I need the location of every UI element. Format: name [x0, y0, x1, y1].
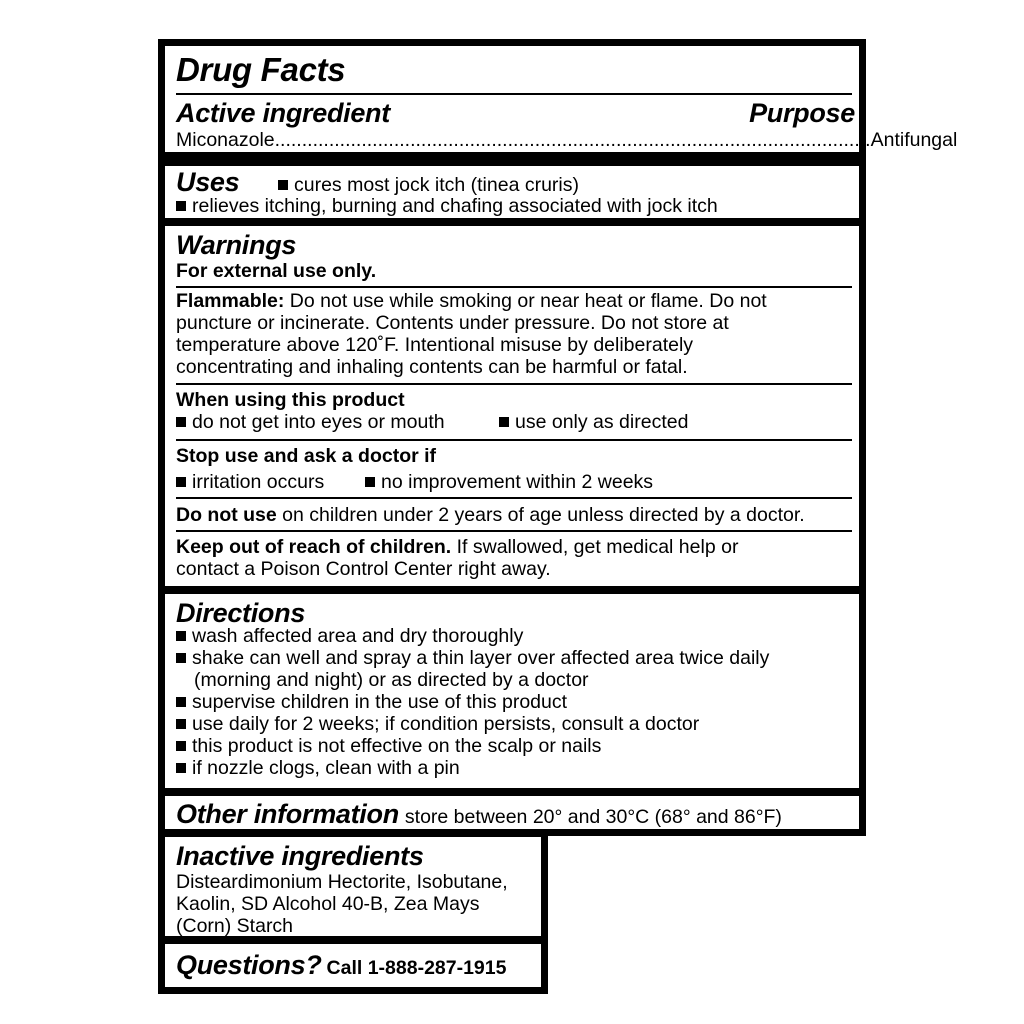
inactive-ingredients-text: Disteardimonium Hectorite, Isobutane, Kaolin, SD Alcohol 40-B, Zea Mays (Corn) Starch: [176, 871, 508, 937]
directions-item: use daily for 2 weeks; if condition persists, consult a doctor: [176, 713, 848, 735]
purpose-heading: Purpose: [749, 98, 855, 128]
when-using-label: When using this product: [176, 389, 405, 411]
questions-phone: Call 1-888-287-1915: [326, 957, 507, 979]
ingredient-name: Miconazole: [176, 129, 275, 151]
when-using-item: do not get into eyes or mouth: [176, 411, 499, 433]
bullet-icon: [176, 631, 186, 641]
questions-heading: Questions?: [176, 950, 322, 980]
leader-dots: ..............................................................................................................: [274, 129, 871, 151]
stop-use-section: [176, 445, 848, 493]
directions-item: supervise children in the use of this product: [176, 691, 848, 713]
drug-facts-header-block: [158, 39, 958, 159]
active-ingredient-header-row: [176, 97, 855, 129]
uses-item: relieves itching, burning and chafing associated with jock itch: [176, 195, 848, 217]
bullet-icon: [176, 477, 186, 487]
other-information-row: [176, 798, 848, 830]
directions-item: wash affected area and dry thoroughly: [176, 625, 848, 647]
bullet-icon: [499, 417, 509, 427]
bullet-icon: [176, 763, 186, 773]
divider: [176, 286, 852, 288]
bullet-icon: [176, 719, 186, 729]
page-title: Drug Facts: [176, 51, 346, 88]
other-information-heading: Other information: [176, 799, 399, 829]
uses-first-row: [176, 167, 848, 197]
bullet-icon: [365, 477, 375, 487]
divider: [176, 497, 852, 499]
divider: [176, 439, 852, 441]
directions-item: if nozzle clogs, clean with a pin: [176, 757, 848, 779]
stop-use-item: irritation occurs: [176, 471, 365, 493]
other-information-block: [158, 789, 866, 836]
warnings-heading: Warnings: [176, 230, 297, 260]
directions-item: this product is not effective on the scalp or nails: [176, 735, 848, 757]
uses-item: cures most jock itch (tinea cruris): [278, 174, 579, 196]
bullet-icon: [176, 201, 186, 211]
flammable-section: Flammable: Do not use while smoking or near heat or flame. Do not puncture or incinerate. Contents under pressure. Do not store at temperature above 120˚F. Intentional misuse by deliberately concentrating and inhaling contents can be harmful or fatal.: [176, 290, 767, 378]
divider: [176, 383, 852, 385]
directions-heading: Directions: [176, 598, 306, 628]
inactive-ingredients-block: [158, 830, 548, 943]
questions-block: [158, 937, 548, 994]
inactive-ingredients-heading: Inactive ingredients: [176, 841, 424, 871]
questions-row: [176, 949, 530, 981]
divider: [176, 93, 852, 95]
when-using-item: use only as directed: [499, 411, 688, 433]
stop-use-label: Stop use and ask a doctor if: [176, 445, 437, 467]
flammable-label: Flammable:: [176, 290, 285, 312]
uses-heading: Uses: [176, 167, 240, 197]
external-use-text: For external use only.: [176, 260, 377, 282]
when-using-section: [176, 389, 848, 433]
bullet-icon: [278, 180, 288, 190]
directions-block: [158, 587, 866, 795]
warnings-block: [158, 219, 866, 593]
bullet-icon: [176, 653, 186, 663]
keep-out-section: Keep out of reach of children. If swallowed, get medical help or contact a Poison Control Center right away.: [176, 536, 739, 580]
bullet-icon: [176, 697, 186, 707]
directions-item: shake can well and spray a thin layer over affected area twice daily (morning and night) or as directed by a doctor: [176, 647, 848, 691]
bullet-icon: [176, 417, 186, 427]
divider: [176, 530, 852, 532]
active-ingredient-heading: Active ingredient: [176, 98, 390, 128]
bullet-icon: [176, 741, 186, 751]
other-information-text: store between 20° and 30°C (68° and 86°F): [404, 806, 782, 828]
uses-block: [158, 159, 866, 225]
do-not-use-text: Do not use on children under 2 years of age unless directed by a doctor.: [176, 504, 805, 526]
keep-out-label: Keep out of reach of children.: [176, 536, 452, 558]
ingredient-purpose: Antifungal: [870, 129, 958, 151]
stop-use-item: no improvement within 2 weeks: [365, 471, 653, 493]
